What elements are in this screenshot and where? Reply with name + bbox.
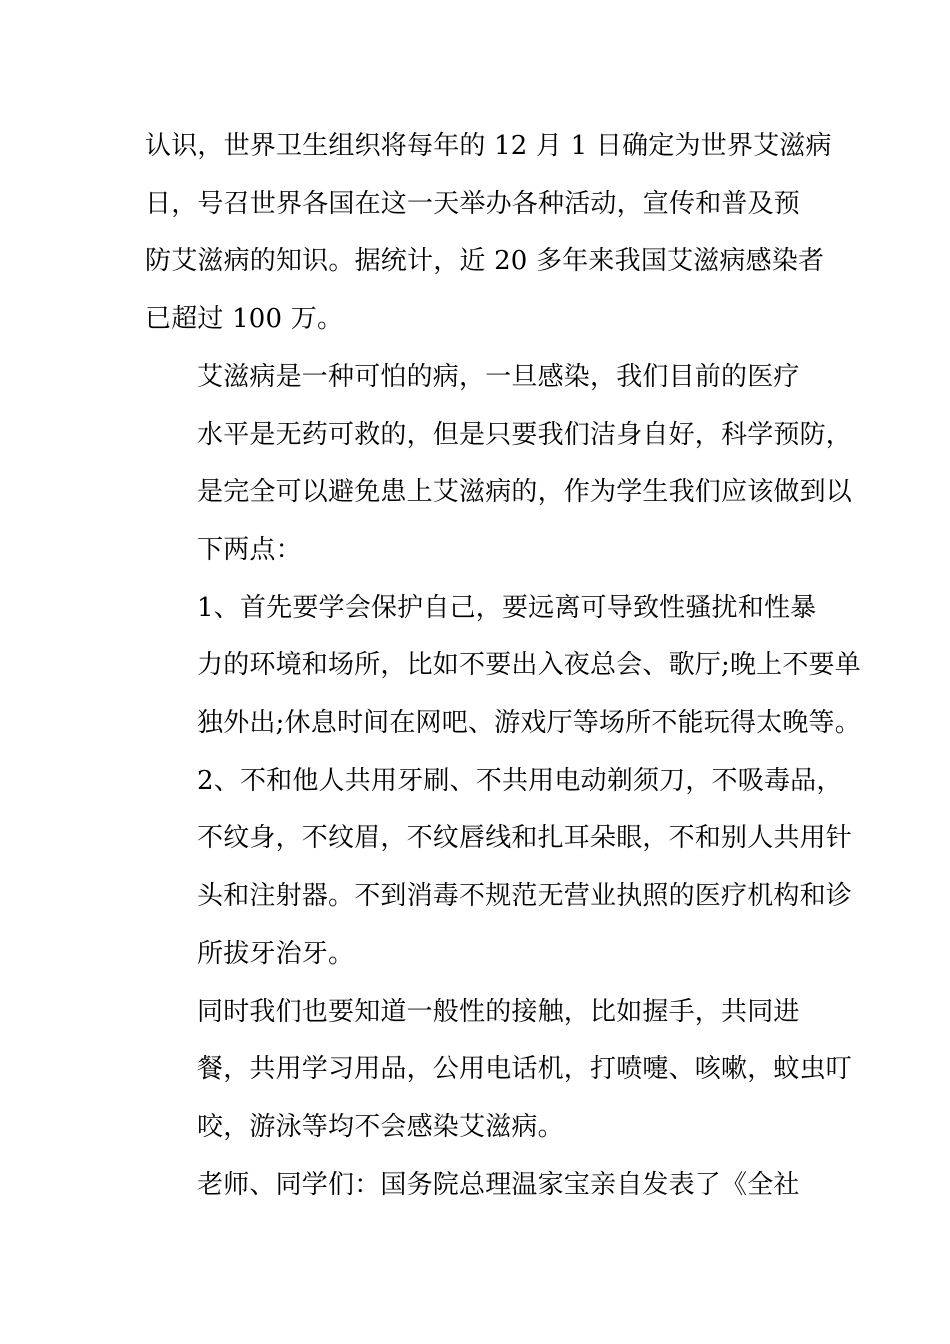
text-line: 认识，世界卫生组织将每年的 12 月 1 日确定为世界艾滋病 (145, 131, 832, 161)
text-line: 2、不和他人共用牙刷、不共用电动剃须刀，不吸毒品， (197, 765, 843, 796)
text-line: 不纹身，不纹眉，不纹唇线和扎耳朵眼，不和别人共用针 (197, 823, 853, 854)
text-line: 下两点： (197, 534, 302, 565)
paragraph-point-2 (145, 753, 853, 984)
document-page (145, 118, 861, 1214)
text-line: 艾滋病是一种可怕的病，一旦感染，我们目前的医疗 (197, 361, 800, 392)
paragraph-casual-contact (145, 984, 853, 1157)
text-line: 咬，游泳等均不会感染艾滋病。 (197, 1111, 564, 1142)
paragraph-closing (145, 1157, 810, 1215)
paragraph-world-aids-day (145, 118, 832, 349)
text-line: 头和注射器。不到消毒不规范无营业执照的医疗机构和诊 (197, 881, 853, 912)
paragraph-prevention-intro (145, 349, 853, 580)
text-line: 力的环境和场所，比如不要出入夜总会、歌厅;晚上不要单 (197, 650, 861, 681)
text-line: 餐，共用学习用品，公用电话机，打喷嚏、咳嗽，蚊虫叮 (197, 1054, 853, 1085)
text-line: 1、首先要学会保护自己，要远离可导致性骚扰和性暴 (197, 592, 817, 623)
text-line: 所拔牙治牙。 (197, 938, 355, 969)
text-line: 独外出;休息时间在网吧、游戏厅等场所不能玩得太晚等。 (197, 708, 861, 739)
text-line: 老师、同学们：国务院总理温家宝亲自发表了《全社 (197, 1169, 800, 1200)
text-line: 日，号召世界各国在这一天举办各种活动，宣传和普及预 (145, 188, 801, 219)
text-line: 水平是无药可救的，但是只要我们洁身自好，科学预防， (197, 419, 853, 450)
paragraph-point-1 (145, 580, 861, 753)
text-line: 是完全可以避免患上艾滋病的，作为学生我们应该做到以 (197, 477, 853, 508)
text-line: 防艾滋病的知识。据统计，近 20 多年来我国艾滋病感染者 (145, 246, 825, 277)
text-line: 已超过 100 万。 (145, 304, 344, 335)
text-line: 同时我们也要知道一般性的接触，比如握手，共同进 (197, 996, 800, 1027)
